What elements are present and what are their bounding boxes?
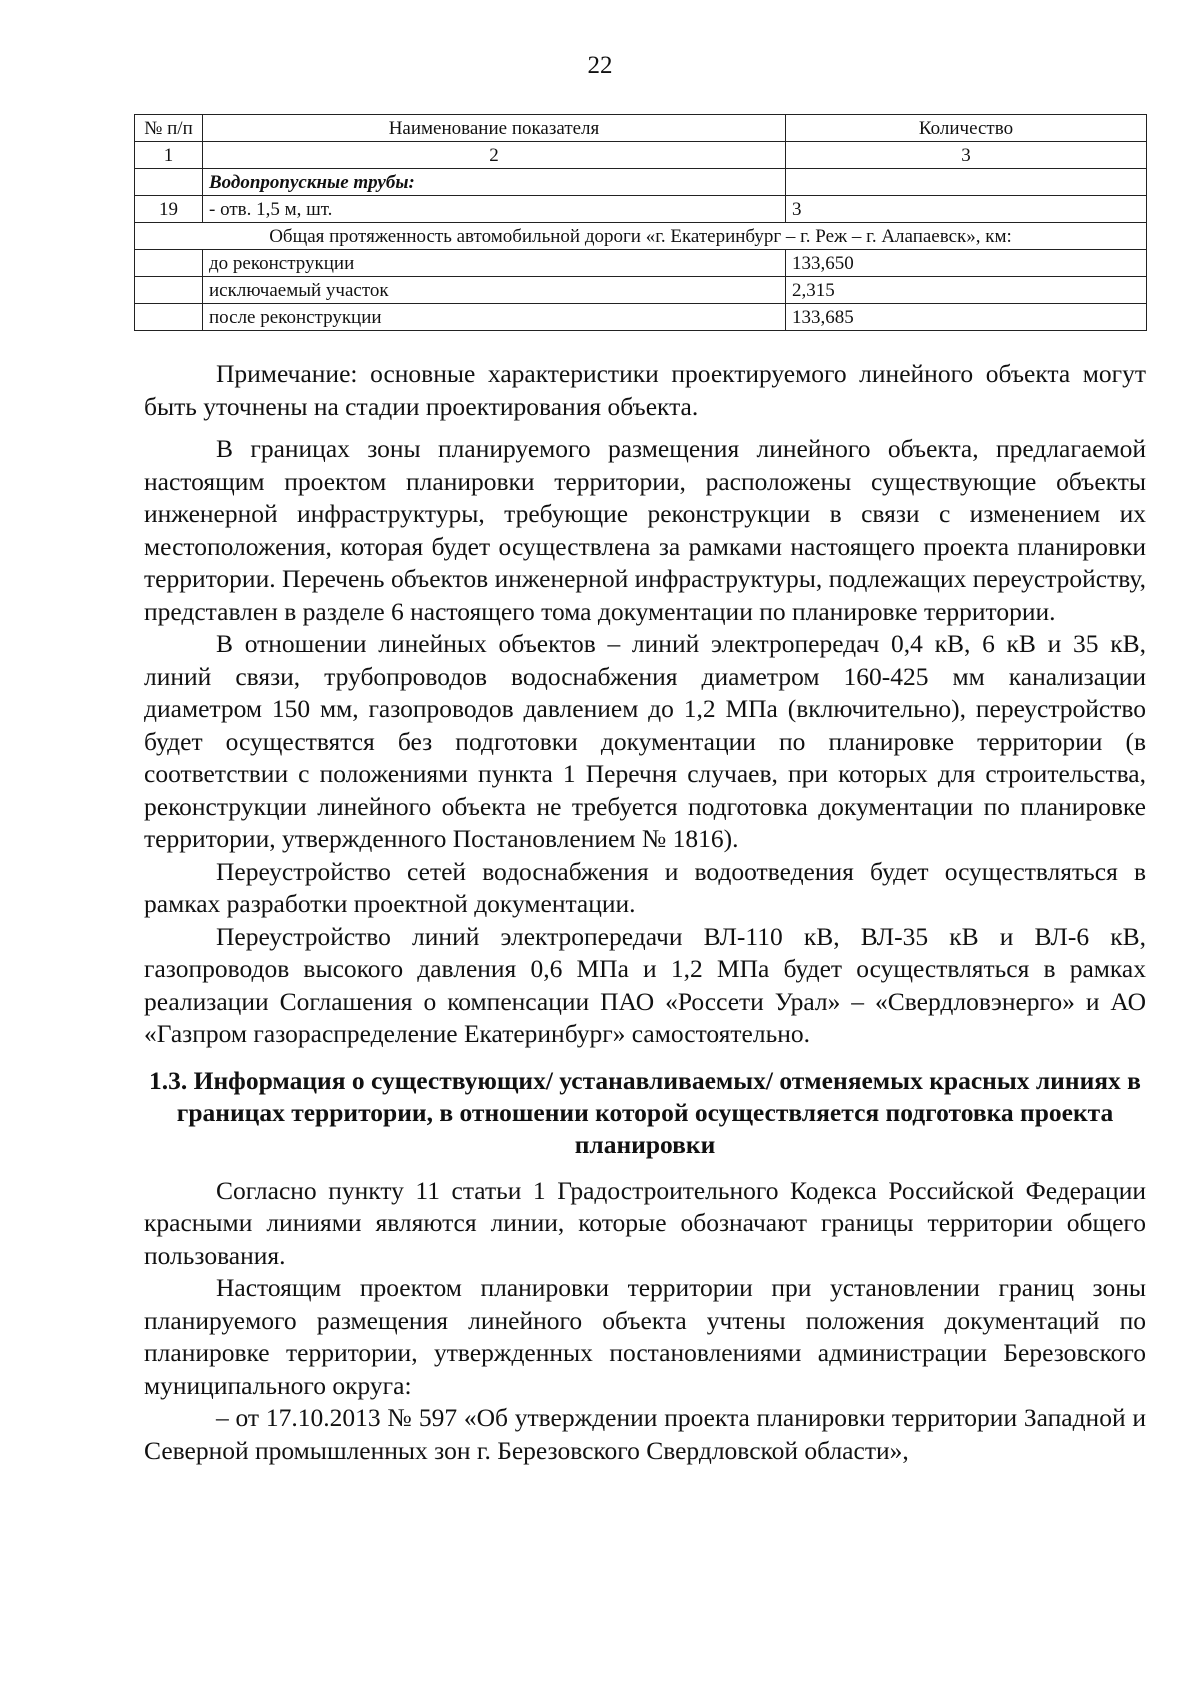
paragraph: Переустройство линий электропередачи ВЛ-110 кВ, ВЛ-35 кВ и ВЛ-6 кВ, газопроводов высокого давления 0,6 МПа и 1,2 МПа будет осуществляться в рамках реализации Соглашения о компенсации ПАО «Россети Урал» – «Свердловэнерго» и АО «Газпром газораспределение Екатеринбург» самостоятельно. — [144, 921, 1146, 1048]
row-quantity-cell: 133,650 — [786, 250, 1147, 277]
table-column-numbers-row — [135, 142, 1147, 169]
section-title-cell: Водопропускные трубы: — [203, 169, 786, 196]
table-row — [135, 250, 1147, 277]
row-name-cell: до реконструкции — [203, 250, 786, 277]
body-text — [144, 358, 1146, 1467]
paragraph: – от 17.10.2013 № 597 «Об утверждении проекта планировки территории Западной и Северной промышленных зон г. Березовского Свердловской области», — [144, 1403, 1146, 1465]
table-row — [135, 169, 1147, 196]
column-number-cell: 2 — [203, 142, 786, 169]
row-quantity-cell: 3 — [786, 196, 1147, 223]
paragraph: Настоящим проектом планировки территории при установлении границ зоны планируемого размещения линейного объекта учтены положения документаций по планировке территории, утвержденных постановлениями администрации Березовского муниципального округа: — [144, 1273, 1146, 1400]
table-cell — [135, 304, 203, 331]
row-quantity-cell: 133,685 — [786, 304, 1147, 331]
row-name-cell: исключаемый участок — [203, 277, 786, 304]
table-cell — [135, 250, 203, 277]
paragraph: В отношении линейных объектов – линий электропередач 0,4 кВ, 6 кВ и 35 кВ, линий связи, трубопроводов водоснабжения диаметром 160-425 мм канализации диаметром 150 мм, газопроводов давлением до 1,2 МПа (включительно), переустройство будет осуществятся без подготовки документации по планировке территории (в соответствии с положениями пункта 1 Перечня случаев, при которых для строительства, реконструкции линейного объекта не требуется подготовка документации по планировке территории, утвержденного Постановлением № 1816). — [144, 629, 1146, 853]
header-cell-number: № п/п — [135, 115, 203, 142]
table-header-row — [135, 115, 1147, 142]
column-number-cell: 3 — [786, 142, 1147, 169]
table-cell — [786, 169, 1147, 196]
table-row — [135, 196, 1147, 223]
table-row — [135, 277, 1147, 304]
indicators-table — [134, 114, 1147, 331]
table-row — [135, 223, 1147, 250]
total-length-title-cell: Общая протяженность автомобильной дороги «г. Екатеринбург – г. Реж – г. Алапаевск», км: — [135, 223, 1147, 250]
table-cell — [135, 277, 203, 304]
table-cell — [135, 169, 203, 196]
table-row — [135, 304, 1147, 331]
row-number-cell: 19 — [135, 196, 203, 223]
section-heading: 1.3. Информация о существующих/ устанавливаемых/ отменяемых красных линиях в границах территории, в отношении которой осуществляется подготовка проекта планировки — [149, 1065, 1141, 1159]
row-name-cell: после реконструкции — [203, 304, 786, 331]
row-quantity-cell: 2,315 — [786, 277, 1147, 304]
header-cell-quantity: Количество — [786, 115, 1147, 142]
row-name-cell: - отв. 1,5 м, шт. — [203, 196, 786, 223]
header-cell-name: Наименование показателя — [203, 115, 786, 142]
paragraph: В границах зоны планируемого размещения линейного объекта, предлагаемой настоящим проектом планировки территории, расположены существующие объекты инженерной инфраструктуры, требующие реконструкции в связи с изменением их местоположения, которая будет осуществлена за рамками настоящего проекта планировки территории. Перечень объектов инженерной инфраструктуры, подлежащих переустройству, представлен в разделе 6 настоящего тома документации по планировке территории. — [144, 434, 1146, 626]
note-paragraph: Примечание: основные характеристики проектируемого линейного объекта могут быть уточнены на стадии проектирования объекта. — [144, 359, 1146, 421]
page-number: 22 — [587, 52, 613, 79]
column-number-cell: 1 — [135, 142, 203, 169]
paragraph: Переустройство сетей водоснабжения и водоотведения будет осуществляться в рамках разработки проектной документации. — [144, 856, 1146, 918]
paragraph: Согласно пункту 11 статьи 1 Градостроительного Кодекса Российской Федерации красными линиями являются линии, которые обозначают границы территории общего пользования. — [144, 1175, 1146, 1270]
